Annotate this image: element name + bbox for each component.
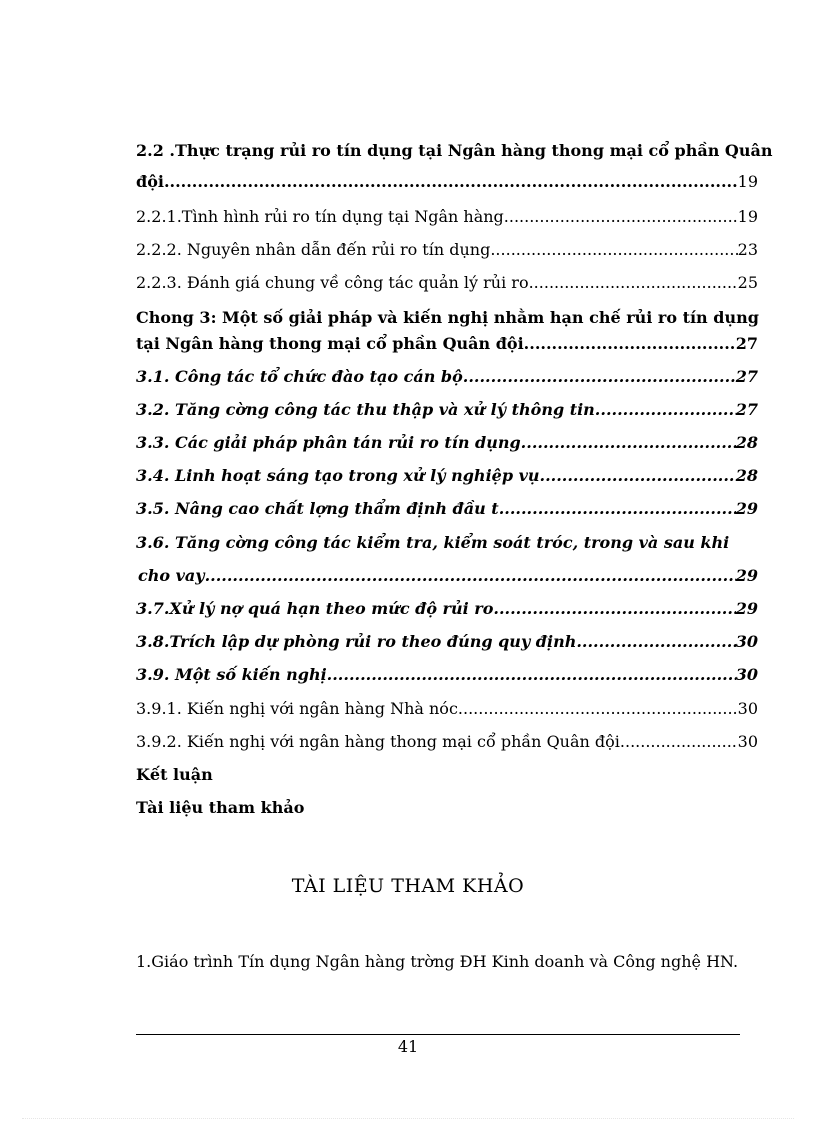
toc-page-number: 19 — [737, 207, 758, 226]
toc-entry-text: tại Ngân hàng thong mại cổ phần Quân đội — [136, 334, 524, 353]
toc-page-number: 30 — [735, 632, 758, 651]
toc-entry-text: 3.9.2. Kiến nghị với ngân hàng thong mại cổ phần Quân đội — [136, 732, 620, 751]
dot-leader — [576, 632, 735, 651]
dot-leader — [529, 273, 738, 292]
dot-leader — [600, 400, 735, 419]
dot-leader — [490, 240, 737, 259]
toc-entry-chapter-3 — [136, 334, 758, 360]
toc-conclusion: Kết luận — [136, 765, 213, 784]
toc-entry-3-6 — [136, 566, 758, 592]
toc-entry-text: cho vay — [138, 566, 205, 585]
toc-page-number: 28 — [735, 433, 758, 452]
toc-page-number: 28 — [735, 466, 758, 485]
toc-entry-text: 3.7.Xử lý nợ quá hạn theo mức độ rủi ro — [136, 599, 494, 618]
footer-rule — [136, 1034, 740, 1035]
toc-page-number: 29 — [735, 599, 758, 618]
dot-leader — [458, 699, 738, 718]
toc-entry-3-7 — [136, 599, 758, 625]
toc-entry-3-9 — [136, 665, 758, 691]
toc-chapter-3-title: Chong 3: Một số giải pháp và kiến nghị nhằm hạn chế rủi ro tín dụng — [136, 308, 759, 327]
toc-2-2-title: 2.2 .Thực trạng rủi ro tín dụng tại Ngân hàng thong mại cổ phần Quân — [136, 141, 773, 160]
toc-entry-2-2-2 — [136, 240, 758, 266]
toc-page-number: 25 — [737, 273, 758, 292]
toc-page-number: 23 — [737, 240, 758, 259]
toc-entry-text: 3.9.1. Kiến nghị với ngân hàng Nhà nóc — [136, 699, 458, 718]
toc-entry-3-2 — [136, 400, 758, 426]
dot-leader — [463, 367, 736, 386]
toc-3-6-title: 3.6. Tăng cờng công tác kiểm tra, kiểm soát tróc, trong và sau khi — [136, 533, 730, 552]
dot-leader — [205, 566, 736, 585]
toc-entry-text: 2.2.2. Nguyên nhân dẫn đến rủi ro tín dụng — [136, 240, 491, 259]
toc-entry-text: 3.2. Tăng cờng công tác thu thập và xử lý thông tin. — [136, 400, 601, 419]
dot-leader — [493, 599, 735, 618]
toc-page-number: 27 — [735, 400, 758, 419]
toc-entry-text: 2.2.1.Tình hình rủi ro tín dụng tại Ngân hàng — [136, 207, 504, 226]
toc-entry-3-9-2 — [136, 732, 758, 758]
toc-entry-3-8 — [136, 632, 758, 658]
dot-leader — [620, 732, 738, 751]
references-heading: TÀI LIỆU THAM KHẢO — [291, 875, 525, 897]
dot-leader — [545, 466, 736, 485]
dot-leader — [524, 334, 736, 353]
toc-entry-3-1 — [136, 367, 758, 393]
toc-page-number: 30 — [737, 732, 758, 751]
toc-page-number: 30 — [737, 699, 758, 718]
dot-leader — [327, 665, 736, 684]
toc-entry-2-2-3 — [136, 273, 758, 299]
toc-entry-text: 3.4. Linh hoạt sáng tạo trong xử lý nghiệp vụ. — [136, 466, 546, 485]
toc-page-number: 27 — [735, 334, 758, 353]
toc-entry-text: đội — [136, 172, 164, 191]
toc-entry-2-2-1 — [136, 207, 758, 233]
toc-entry-text: 2.2.3. Đánh giá chung về công tác quản lý rủi ro — [136, 273, 529, 292]
toc-page-number: 29 — [735, 566, 758, 585]
dot-leader — [504, 207, 738, 226]
toc-page-number: 27 — [735, 367, 758, 386]
toc-entry-3-9-1 — [136, 699, 758, 725]
dot-leader — [164, 172, 738, 191]
reference-item: 1.Giáo trình Tín dụng Ngân hàng trờng ĐH Kinh doanh và Công nghệ HN. — [136, 952, 739, 971]
toc-entry-3-3 — [136, 433, 758, 459]
page-bottom-border — [22, 1118, 794, 1119]
toc-entry-text: 3.3. Các giải pháp phân tán rủi ro tín dụng — [136, 433, 521, 452]
page-number: 41 — [397, 1037, 419, 1056]
toc-entry-text: 3.5. Nâng cao chất lợng thẩm định đầu t. — [136, 499, 505, 518]
toc-entry-text: 3.9. Một số kiến nghị — [136, 665, 327, 684]
toc-entry-3-5 — [136, 499, 758, 525]
dot-leader — [521, 433, 736, 452]
toc-references: Tài liệu tham khảo — [136, 798, 305, 817]
toc-entry-2-2 — [136, 172, 758, 198]
toc-entry-text: 3.1. Công tác tổ chức đào tạo cán bộ — [136, 367, 463, 386]
dot-leader — [504, 499, 735, 518]
toc-entry-text: 3.8.Trích lập dự phòng rủi ro theo đúng quy định — [136, 632, 577, 651]
toc-page-number: 19 — [737, 172, 758, 191]
toc-page-number: 29 — [735, 499, 758, 518]
toc-entry-3-4 — [136, 466, 758, 492]
toc-page-number: 30 — [735, 665, 758, 684]
